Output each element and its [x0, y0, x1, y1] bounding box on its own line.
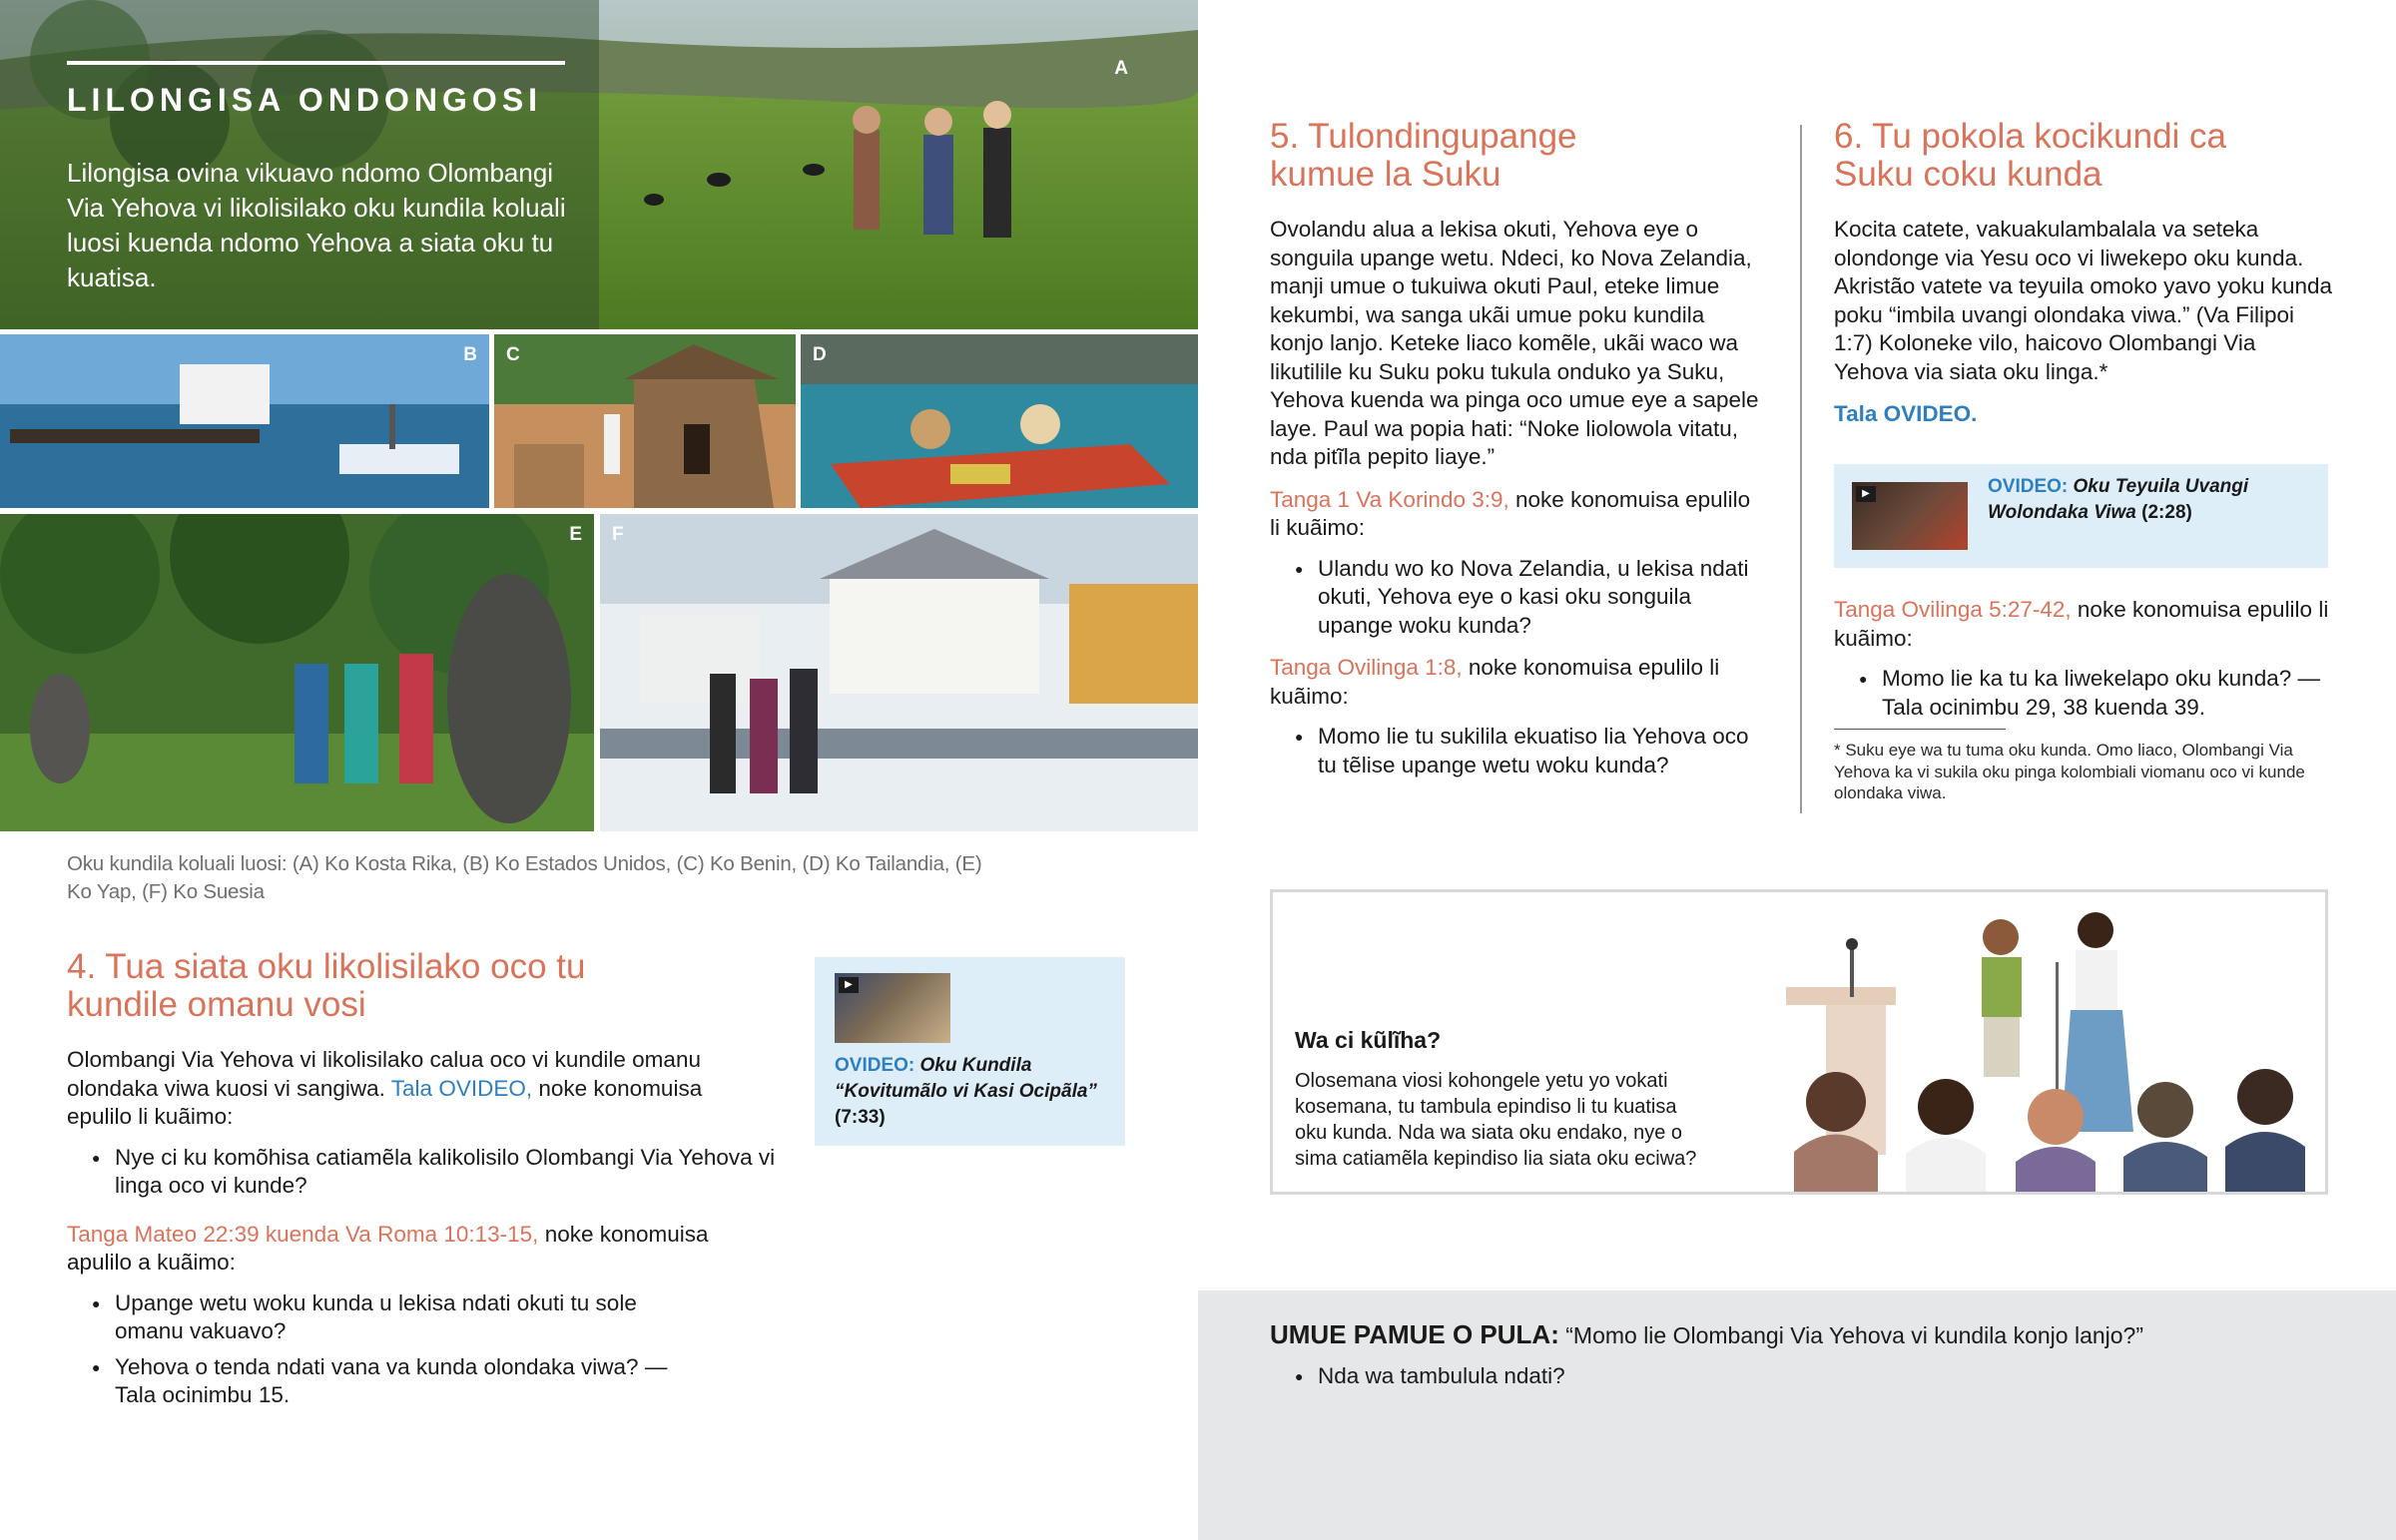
video-kind: OVIDEO: [1988, 476, 2069, 497]
hero-kicker: LILONGISA ONDONGOSI [67, 82, 543, 118]
video-kind: OVIDEO: [835, 1055, 915, 1076]
section-6-title: 6. Tu pokola kocikundi ca Suku coku kunda [1834, 117, 2227, 194]
question-box [1270, 889, 2328, 1195]
hero-intro: Lilongisa ovina vikuavo ndomo Olombangi Via Yehova vi likolisilako oku kundila koluali luosi kuenda ndomo Yehova a siata oku tu kuatisa. [67, 158, 566, 292]
section-4-title: 4. Tua siata oku likolisilako oco tu kundile omanu vosi [67, 947, 586, 1024]
section-5-title: 5. Tulondingupange kumue la Suku [1270, 117, 1577, 194]
footer-question: “Momo lie Olombangi Via Yehova vi kundila konjo lanjo?” [1565, 1322, 2144, 1348]
section-5-reading-1-text: noke konomuisa epulilo li kuãimo: [1270, 486, 1751, 540]
scripture-link[interactable]: Tanga Ovilinga 5:27-42, [1834, 597, 2072, 622]
section-5-question-2: ● Momo lie tu sukilila ekuatiso lia Yehova oco tu tẽlise upange wetu woku kunda? [1270, 723, 1764, 779]
scripture-link[interactable]: Tanga 1 Va Korindo 3:9, [1270, 486, 1509, 512]
section-5-bullets-1 [1270, 555, 1764, 641]
section-4-text: Olombangi Via Yehova vi likolisilako calua oco vi kundile omanu olondaka viwa kuosi vi sangiwa. [67, 1047, 701, 1101]
footer-question-line [1270, 1318, 2143, 1351]
section-6 [1834, 118, 2333, 429]
scripture-link[interactable]: Tanga Mateo 22:39 kuenda Va Roma 10:13-15, [67, 1221, 539, 1247]
video-label [1988, 474, 2317, 526]
photo-sweden-scene [600, 514, 1198, 831]
photo-thailand [801, 334, 1198, 508]
footer-bullets [1270, 1362, 2069, 1398]
meeting-illustration [1766, 892, 2325, 1192]
photo-benin [494, 334, 796, 508]
footer-panel [1198, 1290, 2396, 1540]
section-4-reading-text: noke konomuisa apulilo a kuãimo: [67, 1221, 709, 1275]
play-icon[interactable]: ▶ [1856, 486, 1876, 502]
video-duration: (7:33) [835, 1107, 886, 1128]
play-icon[interactable]: ▶ [839, 977, 859, 993]
section-4-reading [67, 1221, 766, 1278]
video-box-section-4[interactable] [815, 957, 1125, 1146]
video-duration: (2:28) [2141, 502, 2192, 523]
video-box-section-6[interactable] [1834, 464, 2328, 568]
watch-video-link[interactable]: Tala OVIDEO, [390, 1075, 533, 1101]
photo-benin-scene [494, 334, 796, 508]
video-thumbnail[interactable] [835, 973, 950, 1043]
photo-label-a: A [1114, 58, 1128, 79]
section-4-bullets-1 [67, 1144, 786, 1201]
photo-united-states [0, 334, 489, 508]
section-6-video-link[interactable]: Tala OVIDEO. [1834, 401, 1978, 426]
photo-label-c: C [506, 344, 520, 365]
section-4-question-2: ● Upange wetu woku kunda u lekisa ndati okuti tu sole omanu vakuavo? [67, 1289, 706, 1346]
footnote: * Suku eye wa tu tuma oku kunda. Omo liaco, Olombangi Via Yehova ka vi sukila oku pinga kolombiali viomanu oco vi kunde olondaka viwa. [1834, 741, 2305, 802]
section-5-reading-2 [1270, 654, 1764, 711]
video-title: Oku Kundila “Kovitumãlo vi Kasi Ocipãla” [835, 1055, 1097, 1102]
question-box-text: Olosemana viosi kohongele yetu yo vokati kosemana, tu tambula epindiso li tu kuatisa oku kunda. Nda wa siata oku endako, nye o sima catiamẽla kepindiso lia siata oku eciwa? [1295, 1070, 1697, 1170]
section-6-lower [1834, 596, 2333, 804]
section-6-question-1: ● Momo lie ka tu ka liwekelapo oku kunda? —Tala ocinimbu 29, 38 kuenda 39. [1834, 665, 2323, 722]
section-5-paragraph: Ovolandu alua a lekisa okuti, Yehova eye o songuila upange wetu. Ndeci, ko Nova Zelandia, manji umue o tukuiwa okuti Paul, eteke limue kekumbi, wa sanga ukãi umue poku kundila konjo lanjo. Keteke liaco komẽle, ukãi waco wa likutilile ku Suku poku tukula onduko ya Suku, Yehova kuenda wa pinga oco umue eye a sapele laye. Paul wa popia hati: “Noke liolowola vitatu, nda pitĩla pepito liaye.” [1270, 217, 1759, 469]
kicker-rule [67, 61, 565, 65]
section-6-reading-text: noke konomuisa epulilo li kuãimo: [1834, 597, 2329, 651]
section-6-paragraph: Kocita catete, vakuakulambalala va seteka olondonge via Yesu oco vi liwekepo oku kunda. Akristão vatete va teyuila omoko yavo yoku kunda poku “imbila uvangi olondaka viwa.” (Va Filipoi 1:7) Koloneke vilo, haicovo Olombangi Via Yehova via siata oku linga.* [1834, 217, 2333, 384]
photo-label-f: F [612, 524, 624, 545]
section-4-bullets-2 [67, 1289, 706, 1410]
section-5-bullets-2 [1270, 723, 1764, 779]
video-thumbnail[interactable] [1852, 482, 1968, 550]
section-4 [67, 948, 786, 1417]
section-5 [1270, 118, 1769, 786]
photo-sweden [600, 514, 1198, 831]
photo-yap [0, 514, 594, 831]
column-divider [1800, 125, 1802, 813]
section-5-reading-2-text: noke konomuisa epulilo li kuãimo: [1270, 655, 1720, 709]
section-5-question-1: ● Ulandu wo ko Nova Zelandia, u lekisa ndati okuti, Yehova eye o kasi oku songuila upange woku kunda? [1270, 555, 1764, 641]
footer-label: UMUE PAMUE O PULA: [1270, 1319, 1559, 1349]
question-box-title: Wa ci kũlĩha? [1295, 1027, 1442, 1053]
section-4-question-3: ● Yehova o tenda ndati vana va kunda olondaka viwa? —Tala ocinimbu 15. [67, 1353, 706, 1410]
section-4-text-end: noke konomuisa epulilo li kuãimo: [67, 1075, 703, 1129]
photo-label-e: E [569, 524, 582, 545]
video-label [835, 1053, 1114, 1131]
section-5-reading-1 [1270, 486, 1764, 543]
section-4-question-1: ● Nye ci ku komõhisa catiamẽla kalikolisilo Olombangi Via Yehova vi linga oco vi kunde? [67, 1144, 786, 1201]
photo-label-b: B [463, 344, 477, 365]
photo-yap-scene [0, 514, 594, 831]
section-6-bullets [1834, 665, 2323, 722]
section-4-paragraph [67, 1046, 766, 1132]
scripture-link[interactable]: Tanga Ovilinga 1:8, [1270, 655, 1463, 680]
section-6-reading [1834, 596, 2333, 653]
footer-prompt: ● Nda wa tambulula ndati? [1270, 1362, 2069, 1391]
video-title: Oku Teyuila Uvangi Wolondaka Viwa [1988, 476, 2249, 523]
photo-label-d: D [813, 344, 827, 365]
footnote-rule [1834, 729, 2006, 730]
photo-thailand-scene [801, 334, 1198, 508]
photo-united-states-scene [0, 334, 489, 508]
photo-caption: Oku kundila koluali luosi: (A) Ko Kosta Rika, (B) Ko Estados Unidos, (C) Ko Benin, (D) Ko Tailandia, (E) Ko Yap, (F) Ko Suesia [67, 852, 982, 903]
